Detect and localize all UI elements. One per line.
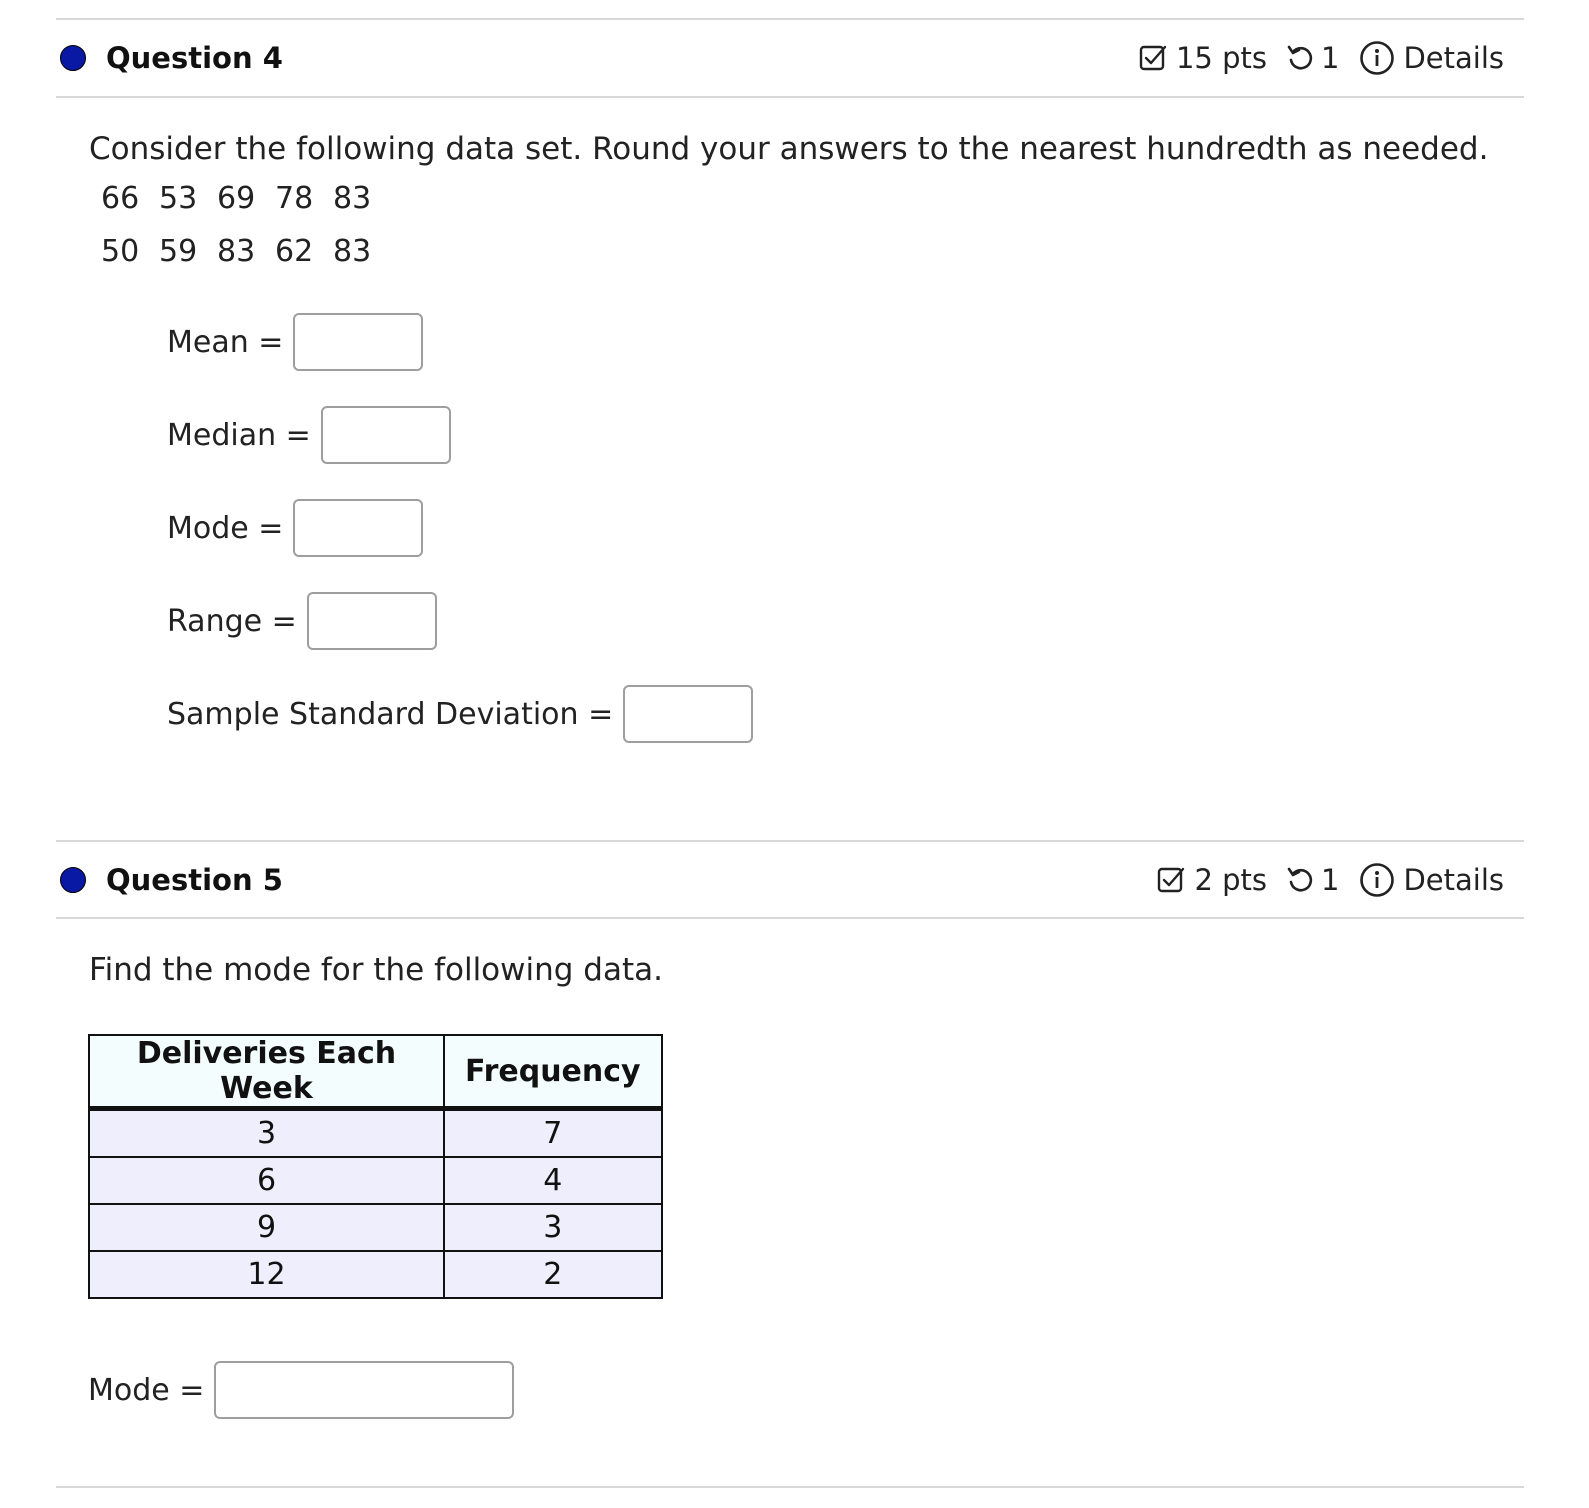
- checkbox-icon: [1156, 865, 1186, 895]
- question-4-header: [56, 20, 1524, 96]
- mode-input[interactable]: [293, 499, 423, 557]
- q5-mode-input[interactable]: [214, 1361, 514, 1419]
- details-link[interactable]: Details: [1403, 41, 1504, 75]
- table-row: [89, 1157, 662, 1204]
- points-label: 15 pts: [1175, 41, 1267, 75]
- tries-count: 1: [1321, 41, 1340, 75]
- details-link[interactable]: Details: [1403, 863, 1504, 897]
- std-dev-input[interactable]: [623, 685, 753, 743]
- question-status-dot: [60, 867, 86, 893]
- divider: [56, 917, 1524, 919]
- question-prompt: Consider the following data set. Round your answers to the nearest hundredth as needed.: [89, 131, 1489, 167]
- table-cell: 3: [444, 1204, 662, 1251]
- table-cell: 9: [89, 1204, 444, 1251]
- data-value: 50: [101, 234, 140, 269]
- question-prompt: Find the mode for the following data.: [89, 952, 663, 988]
- data-value: 69: [217, 181, 256, 216]
- question-meta: [1156, 862, 1504, 898]
- data-row-1: [101, 181, 391, 216]
- column-header: Deliveries Each Week: [89, 1035, 444, 1109]
- data-row-2: [101, 234, 391, 269]
- divider: [56, 96, 1524, 98]
- data-value: 83: [333, 181, 372, 216]
- data-value: 53: [159, 181, 198, 216]
- retry-icon[interactable]: [1285, 865, 1315, 895]
- mode-answer-row: [167, 499, 423, 557]
- question-title: Question 5: [106, 863, 283, 897]
- question-status-dot: [60, 45, 86, 71]
- field-label: Median =: [167, 417, 311, 453]
- table-row: [89, 1109, 662, 1158]
- points-label: 2 pts: [1194, 863, 1267, 897]
- question-5-header: [56, 842, 1524, 918]
- table-row: [89, 1251, 662, 1298]
- table-cell: 6: [89, 1157, 444, 1204]
- std-dev-answer-row: [167, 685, 753, 743]
- field-label: Sample Standard Deviation =: [167, 696, 614, 732]
- table-cell: 7: [444, 1109, 662, 1158]
- table-header-row: [89, 1035, 662, 1109]
- frequency-table: [88, 1034, 663, 1299]
- table-cell: 4: [444, 1157, 662, 1204]
- field-label: Mean =: [167, 324, 284, 360]
- question-title: Question 4: [106, 41, 283, 75]
- table-cell: 3: [89, 1109, 444, 1158]
- range-answer-row: [167, 592, 437, 650]
- divider: [56, 1486, 1524, 1488]
- info-icon[interactable]: [1359, 40, 1395, 76]
- column-header: Frequency: [444, 1035, 662, 1109]
- field-label: Range =: [167, 603, 297, 639]
- mean-answer-row: [167, 313, 423, 371]
- data-value: 83: [217, 234, 256, 269]
- field-label: Mode =: [88, 1372, 205, 1408]
- median-input[interactable]: [321, 406, 451, 464]
- data-value: 83: [333, 234, 372, 269]
- data-value: 66: [101, 181, 140, 216]
- table-cell: 12: [89, 1251, 444, 1298]
- retry-icon[interactable]: [1285, 43, 1315, 73]
- data-value: 62: [275, 234, 314, 269]
- checkbox-icon: [1138, 43, 1168, 73]
- mean-input[interactable]: [293, 313, 423, 371]
- tries-count: 1: [1321, 863, 1340, 897]
- table-cell: 2: [444, 1251, 662, 1298]
- table-row: [89, 1204, 662, 1251]
- question-meta: [1138, 40, 1504, 76]
- data-value: 59: [159, 234, 198, 269]
- q5-mode-answer-row: [88, 1361, 514, 1419]
- data-value: 78: [275, 181, 314, 216]
- info-icon[interactable]: [1359, 862, 1395, 898]
- range-input[interactable]: [307, 592, 437, 650]
- median-answer-row: [167, 406, 451, 464]
- field-label: Mode =: [167, 510, 284, 546]
